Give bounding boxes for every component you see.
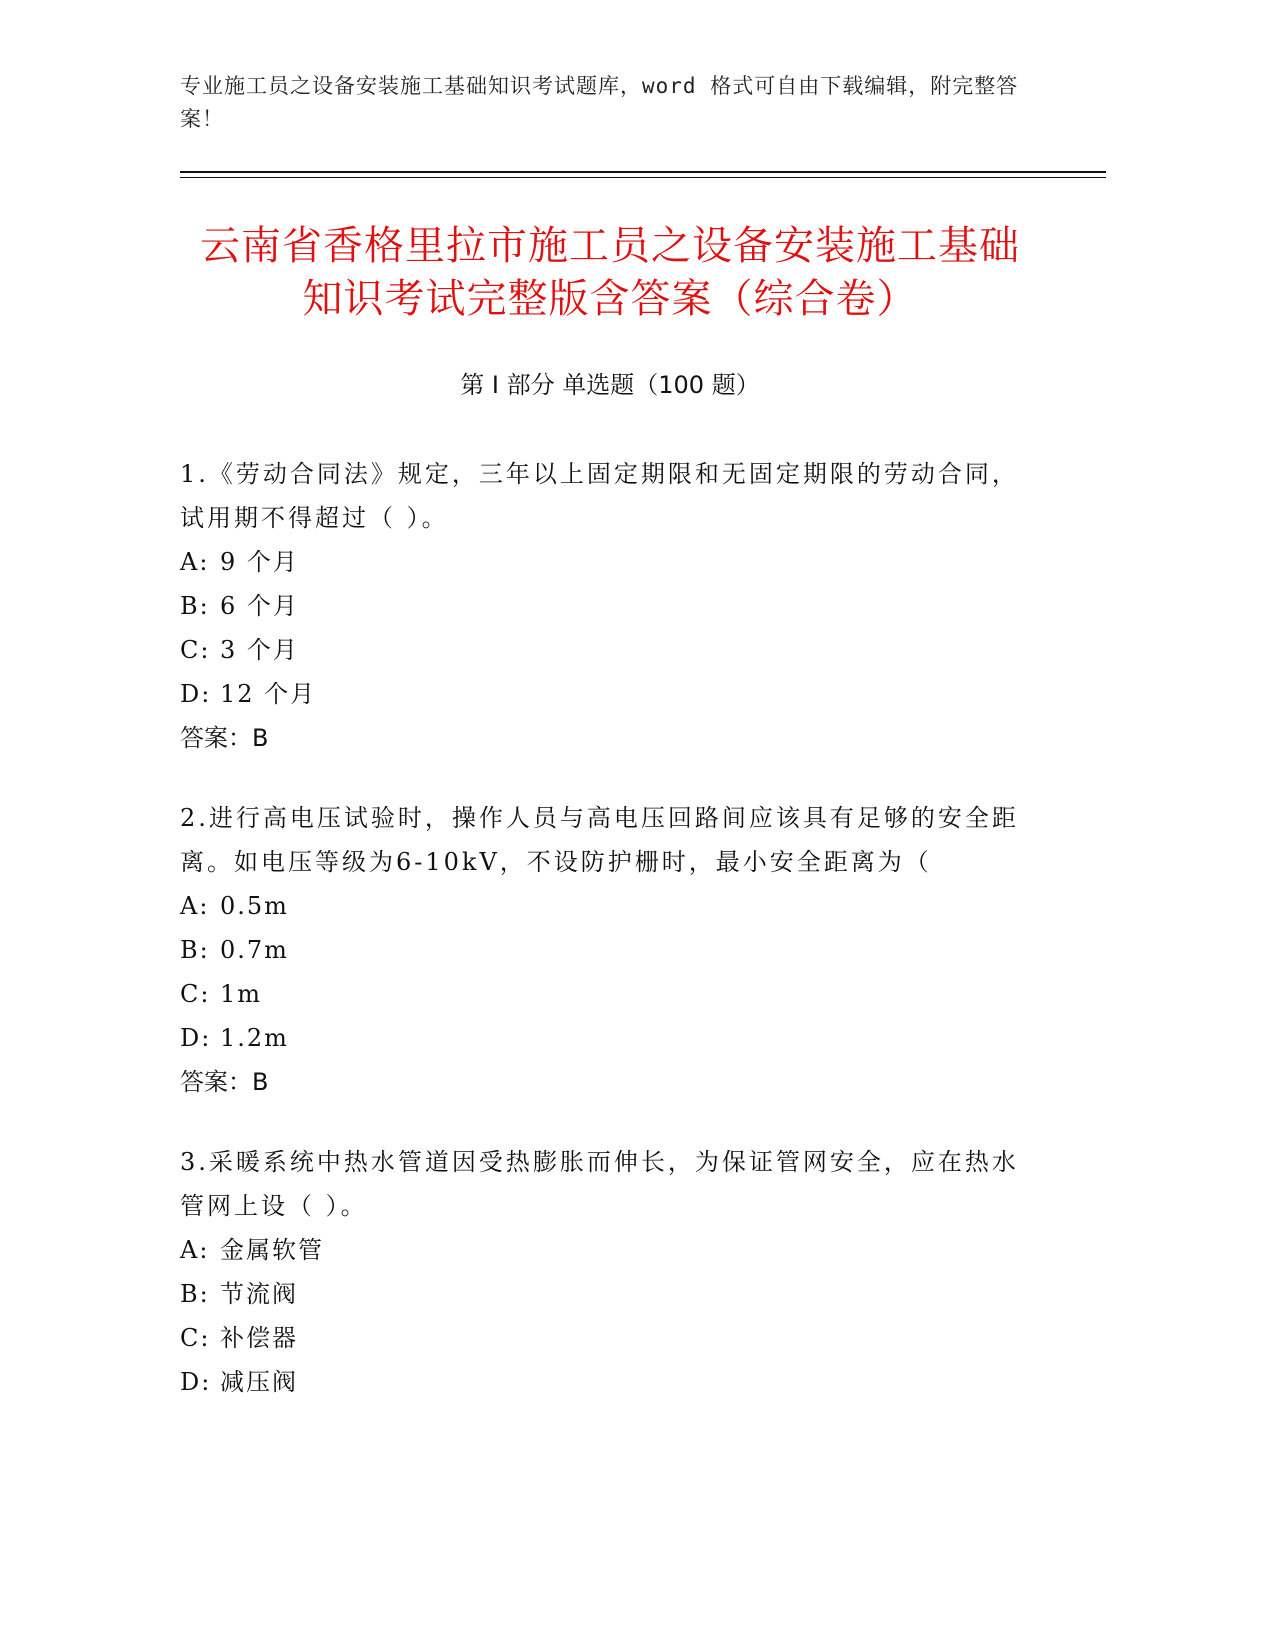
option-text: 金属软管 xyxy=(220,1236,324,1264)
option-text: 0.5m xyxy=(220,892,289,920)
option-d xyxy=(180,1360,1025,1404)
option-key: A: xyxy=(180,892,210,920)
option-key: B: xyxy=(180,1280,210,1308)
option-a xyxy=(180,540,1025,584)
option-b xyxy=(180,928,1025,972)
option-text: 0.7m xyxy=(220,936,289,964)
option-text: 9 个月 xyxy=(220,548,299,576)
option-key: B: xyxy=(180,592,210,620)
option-b xyxy=(180,584,1025,628)
option-c xyxy=(180,628,1025,672)
header-note: 专业施工员之设备安装施工基础知识考试题库，word 格式可自由下载编辑，附完整答案！ xyxy=(180,74,1019,131)
option-d xyxy=(180,672,1025,716)
option-key: C: xyxy=(180,980,211,1008)
option-key: C: xyxy=(180,636,211,664)
option-key: A: xyxy=(180,1236,210,1264)
header-rule-second xyxy=(180,177,1106,178)
header-rule-thin xyxy=(180,171,1106,173)
option-c xyxy=(180,1316,1025,1360)
option-key: C: xyxy=(180,1324,211,1352)
question-2 xyxy=(180,796,1025,1104)
option-text: 12 个月 xyxy=(220,680,317,708)
option-key: A: xyxy=(180,548,210,576)
question-stem: 1.《劳动合同法》规定，三年以上固定期限和无固定期限的劳动合同，试用期不得超过（ ）。 xyxy=(180,460,1019,532)
option-a xyxy=(180,884,1025,928)
section-title: 第 I 部分 单选题（100 题） xyxy=(460,371,760,399)
option-text: 补偿器 xyxy=(220,1324,298,1352)
question-stem: 2.进行高电压试验时，操作人员与高电压回路间应该具有足够的安全距离。如电压等级为6-10kV，不设防护栅时，最小安全距离为（ xyxy=(180,804,1019,876)
option-key: B: xyxy=(180,936,210,964)
question-stem: 3.采暖系统中热水管道因受热膨胀而伸长，为保证管网安全，应在热水管网上设（ ）。 xyxy=(180,1148,1019,1220)
document-title: 云南省香格里拉市施工员之设备安装施工基础知识考试完整版含答案（综合卷） xyxy=(200,223,1020,322)
option-text: 节流阀 xyxy=(220,1280,298,1308)
option-d xyxy=(180,1016,1025,1060)
option-text: 减压阀 xyxy=(220,1368,298,1396)
option-c xyxy=(180,972,1025,1016)
option-b xyxy=(180,1272,1025,1316)
option-text: 1m xyxy=(220,980,263,1008)
option-key: D: xyxy=(180,1368,212,1396)
answer-line: 答案：B xyxy=(180,724,269,752)
option-text: 3 个月 xyxy=(220,636,299,664)
option-a xyxy=(180,1228,1025,1272)
question-3 xyxy=(180,1140,1025,1404)
option-text: 6 个月 xyxy=(220,592,299,620)
option-text: 1.2m xyxy=(220,1024,289,1052)
option-key: D: xyxy=(180,680,212,708)
option-key: D: xyxy=(180,1024,212,1052)
question-list xyxy=(180,452,1025,1440)
answer-line: 答案：B xyxy=(180,1068,269,1096)
question-1 xyxy=(180,452,1025,760)
